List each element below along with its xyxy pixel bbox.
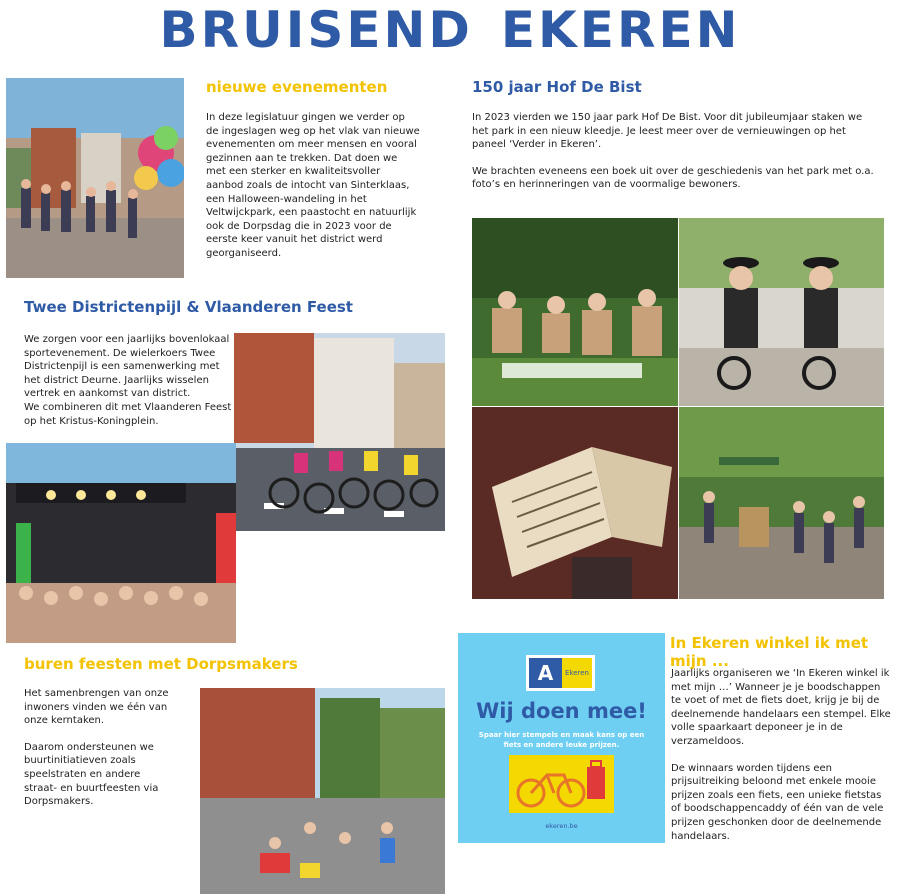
heading-districtenpijl: Twee Districtenpijl & Vlaanderen Feest [24,298,353,316]
paragraph-buren-1: Het samenbrengen van onze inwoners vinden we één van onze kerntaken. [24,688,169,727]
text-districtenpijl [24,333,234,428]
paragraph-districtenpijl-2: We combineren dit met Vlaanderen Feest op het Kristus-Koningplein. [24,401,232,427]
logo-label: Ekeren [562,658,592,688]
photo-park-crowd [679,407,884,599]
bike-icon [509,755,614,813]
paragraph-winkel-1: Jaarlijks organiseren we ‘In Ekeren winkel ik met mijn …’ Wanneer je je boodschappen te voet of met de fiets doet, krijg je bij de deelnemende handelaars een stempel. Elke volle spaarkaart deponeer je in de verzameldoos. [671,668,891,747]
title-word-ekeren: EKEREN [500,1,741,59]
photo-concert-stage [6,443,236,643]
heading-winkel: In Ekeren winkel ik met mijn ... [670,634,869,670]
paragraph-hof-2: We brachten eveneens een boek uit over de geschiedenis van het park met o.a. foto’s en herinneringen van de voormalige bewoners. [472,165,874,191]
text-hof-de-bist [472,111,878,192]
photo-cycling-race [234,333,445,531]
photo-picnic [472,218,678,406]
page-title [0,0,900,60]
heading-nieuwe-evenementen: nieuwe evenementen [206,78,388,96]
text-nieuwe-evenementen [206,111,420,261]
paragraph-buren-2: Daarom ondersteunen we buurtinitiatieven zoals speelstraten en andere straat- en buurtfeesten via Dorpsmakers. [24,741,159,808]
promo-wij-doen-mee [458,633,665,843]
paragraph-winkel-2: De winnaars worden tijdens een prijsuitreiking beloond met enkele mooie prijzen zoals een fiets, een unieke fietstas of boodschappencaddy of één van de vele prijzen geschonken door de deelnemende handelaars. [671,762,884,842]
heading-hof-de-bist: 150 jaar Hof De Bist [472,78,642,96]
paragraph-events: In deze legislatuur gingen we verder op de ingeslagen weg op het vlak van nieuwe evenementen om meer mensen en vooral gezinnen aan te trekken. Dat doen we met een sterker en kwaliteitsvoller aanbod zoals de intocht van Sinterklaas, een Halloween-wandeling in het Veltwijckpark, een paastocht en natuurlijk ook de Dorpsdag die in 2023 voor de eerste keer vanuit het district werd georganiseerd. [206,112,420,259]
antwerpen-a-icon: A [529,658,562,688]
promo-headline: Wij doen mee! [476,699,647,723]
title-word-bruisend: BRUISEND [159,1,473,59]
promo-subline: Spaar hier stempels en maak kans op een fiets en andere leuke prijzen. [478,731,645,749]
text-winkel [671,667,893,843]
paragraph-districtenpijl-1: We zorgen voor een jaarlijks bovenlokaal sportevenement. De wielerkoers Twee Districtenpijl is een samenwerking met het district Deurne. Jaarlijks wisselen vertrek en aankomst van district. [24,334,230,400]
heading-buren-feesten: buren feesten met Dorpsmakers [24,655,298,673]
photo-street-event [6,78,184,278]
photo-children-bikes [679,218,884,406]
text-buren-feesten [24,687,174,809]
paragraph-hof-1: In 2023 vierden we 150 jaar park Hof De Bist. Voor dit jubileumjaar staken we het park in een nieuw kleedje. Je leest meer over de vernieuwingen op het paneel ‘Verder in Ekeren’. [472,112,863,151]
ekeren-logo [526,655,595,691]
photo-old-book [472,407,678,599]
photo-street-party [200,688,445,894]
promo-url: ekeren.be [545,822,578,830]
